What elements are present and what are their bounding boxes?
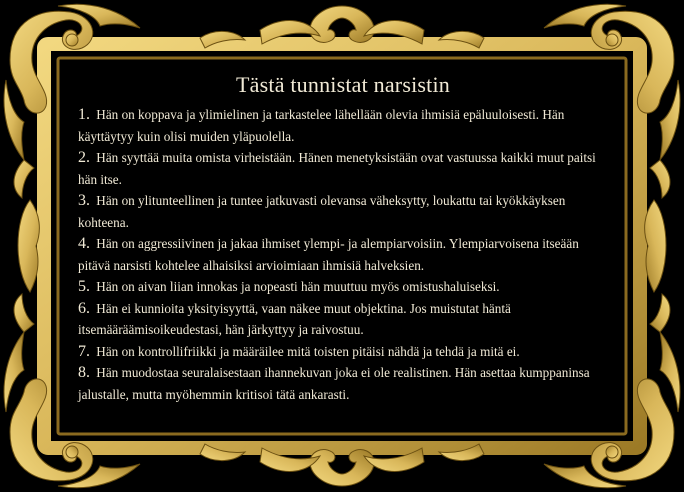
list-item-8	[78, 362, 608, 405]
right-side-ornament	[645, 160, 670, 332]
list-item-5	[78, 276, 608, 298]
list-item-1	[78, 104, 608, 147]
item-text: Hän on aggressiivinen ja jakaa ihmiset ylempi- ja alempiarvoisiin. Ylempiarvoisena itseään pitävä narsisti kohtelee alhaisiksi arvioimiaan ihmisiä halveksien.	[78, 236, 579, 273]
item-number: 7.	[78, 342, 90, 360]
list-item-3	[78, 190, 608, 233]
item-text: Hän syyttää muita omista virheistään. Hänen menetyksistään ovat vastuussa kaikki muut paitsi hän itse.	[78, 150, 596, 187]
item-number: 6.	[78, 299, 90, 317]
item-text: Hän on ylitunteellinen ja tuntee jatkuvasti olevansa väheksytty, loukattu tai kyökkäyksen kohteena.	[78, 193, 566, 230]
list-item-4	[78, 233, 608, 276]
list-item-2	[78, 147, 608, 190]
list-item-7	[78, 341, 608, 363]
item-text: Hän on aivan liian innokas ja nopeasti hän muuttuu myös omistushaluiseksi.	[96, 279, 500, 294]
item-text: Hän on koppava ja ylimielinen ja tarkastelee lähellään olevia ihmisiä epäluuloisesti. Hän käyttäytyy kuin olisi muiden yläpuolella.	[78, 107, 565, 144]
trait-list	[78, 104, 608, 405]
item-text: Hän muodostaa seuralaisestaan ihannekuvan joka ei ole realistinen. Hän asettaa kumppaninsa jalustalle, mutta myöhemmin kritisoi tätä ankarasti.	[78, 365, 590, 402]
item-text: Hän ei kunnioita yksityisyyttä, vaan näkee muut objektina. Jos muistutat häntä itsemääräämisoikeudestasi, hän järkyttyy ja raivostuu.	[78, 300, 511, 337]
item-number: 1.	[78, 106, 90, 123]
item-number: 4.	[78, 235, 90, 252]
text-panel	[78, 72, 608, 405]
item-number: 2.	[78, 149, 90, 166]
left-side-ornament	[14, 160, 39, 332]
list-item-6	[78, 298, 608, 341]
item-number: 8.	[78, 364, 90, 381]
item-number: 5.	[78, 278, 90, 295]
page-title: Tästä tunnistat narsistin	[236, 72, 450, 97]
item-text: Hän on kontrollifriikki ja määräilee mitä toisten pitäisi nähdä ja tehdä ja mitä ei.	[96, 343, 520, 359]
item-number: 3.	[78, 192, 90, 209]
